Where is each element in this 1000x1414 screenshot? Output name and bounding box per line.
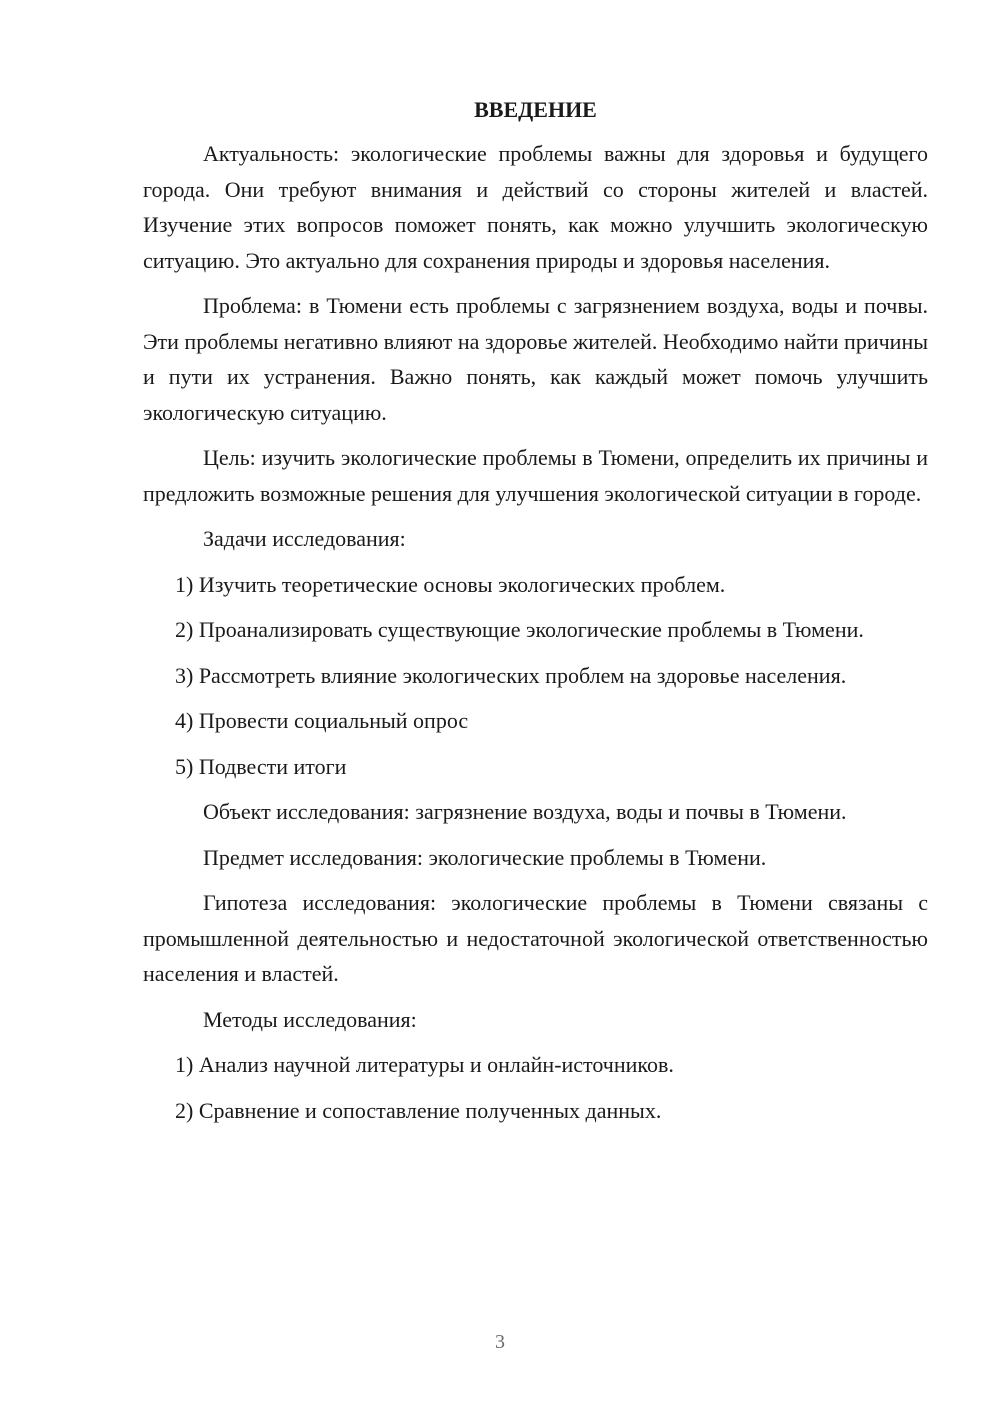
section-heading: ВВЕДЕНИЕ bbox=[474, 97, 597, 122]
task-item: 2) Проанализировать существующие экологические проблемы в Тюмени. bbox=[175, 617, 864, 642]
task-item: 1) Изучить теоретические основы экологических проблем. bbox=[175, 571, 726, 597]
subject-paragraph: Предмет исследования: экологические проблемы в Тюмени. bbox=[203, 844, 767, 870]
page-number: 3 bbox=[495, 1331, 505, 1353]
tasks-heading: Задачи исследования: bbox=[203, 526, 406, 551]
hypothesis-paragraph: Гипотеза исследования: экологические проблемы в Тюмени связаны с промышленной деятельностью и недостаточной экологической ответственностью населения и властей. bbox=[143, 890, 928, 986]
task-item: 3) Рассмотреть влияние экологических проблем на здоровье населения. bbox=[175, 662, 847, 688]
methods-heading: Методы исследования: bbox=[203, 1006, 417, 1032]
task-item: 4) Провести социальный опрос bbox=[175, 708, 469, 733]
goal-paragraph: Цель: изучить экологические проблемы в Тюмени, определить их причины и предложить возможные решения для улучшения экологической ситуации в городе. bbox=[143, 445, 928, 506]
method-item: 2) Сравнение и сопоставление полученных данных. bbox=[175, 1097, 662, 1123]
method-item: 1) Анализ научной литературы и онлайн-источников. bbox=[175, 1052, 674, 1077]
problem-paragraph: Проблема: в Тюмени есть проблемы с загрязнением воздуха, воды и почвы. Эти проблемы негативно влияют на здоровье жителей. Необходимо найти причины и пути их устранения. Важно понять, как каждый может помочь улучшить экологическую ситуацию. bbox=[143, 293, 928, 425]
page-body bbox=[143, 88, 928, 1138]
task-item: 5) Подвести итоги bbox=[175, 753, 347, 779]
relevance-paragraph: Актуальность: экологические проблемы важны для здоровья и будущего города. Они требуют внимания и действий со стороны жителей и властей. Изучение этих вопросов поможет понять, как можно улучшить экологическую ситуацию. Это актуально для сохранения природы и здоровья населения. bbox=[143, 141, 928, 273]
object-paragraph: Объект исследования: загрязнение воздуха, воды и почвы в Тюмени. bbox=[203, 799, 847, 824]
